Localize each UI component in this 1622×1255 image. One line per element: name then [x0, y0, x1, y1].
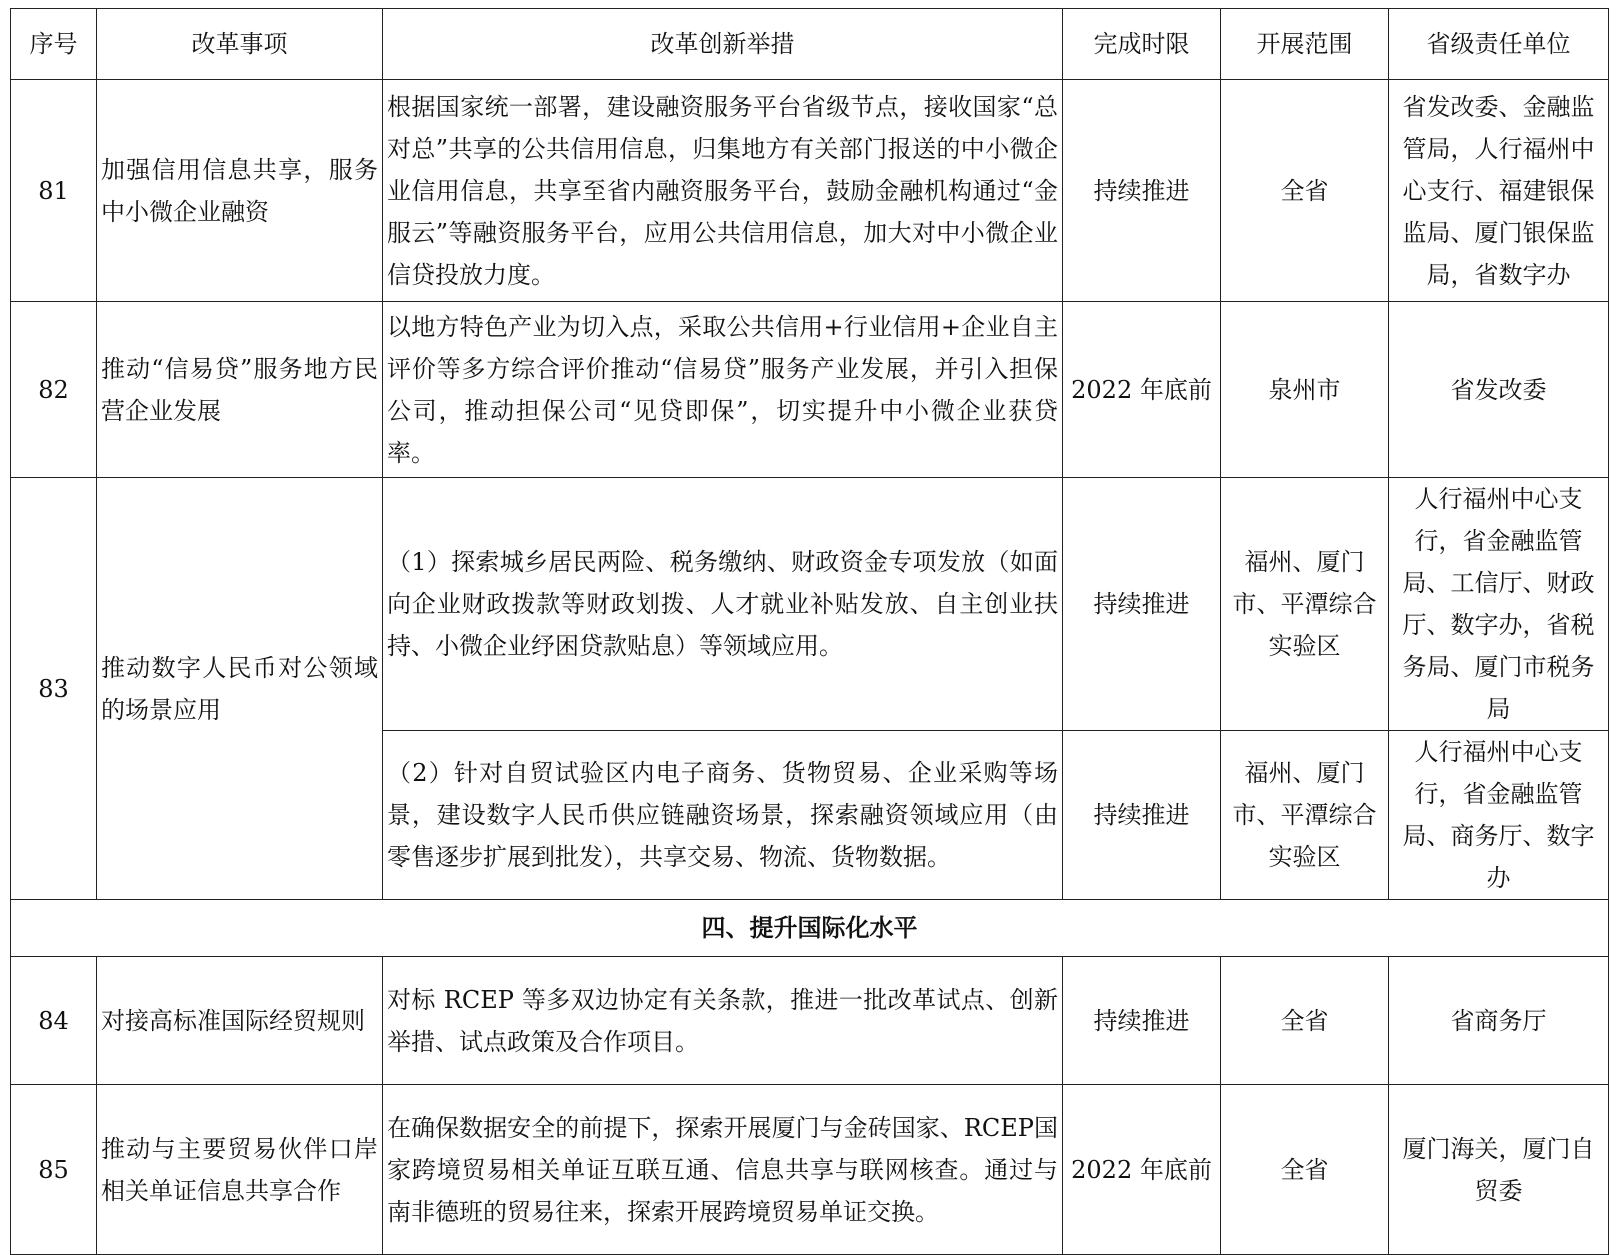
row-no: 84 [11, 957, 97, 1085]
row-unit: 省商务厅 [1389, 957, 1609, 1085]
row-scope: 全省 [1221, 957, 1389, 1085]
header-item: 改革事项 [97, 9, 383, 80]
header-no: 序号 [11, 9, 97, 80]
row-measure: 对标 RCEP 等多双边协定有关条款，推进一批改革试点、创新举措、试点政策及合作项目。 [383, 957, 1063, 1085]
row-no: 81 [11, 80, 97, 302]
row-item: 加强信用信息共享，服务中小微企业融资 [97, 80, 383, 302]
header-row [11, 9, 1609, 80]
row-scope: 福州、厦门市、平潭综合实验区 [1221, 731, 1389, 900]
row-deadline: 持续推进 [1063, 731, 1221, 900]
row-measure: （2）针对自贸试验区内电子商务、货物贸易、企业采购等场景，建设数字人民币供应链融资场景，探索融资领域应用（由零售逐步扩展到批发），共享交易、物流、货物数据。 [383, 731, 1063, 900]
row-deadline: 持续推进 [1063, 478, 1221, 731]
row-deadline: 持续推进 [1063, 957, 1221, 1085]
row-unit: 省发改委 [1389, 302, 1609, 478]
row-unit: 省发改委、金融监管局，人行福州中心支行、福建银保监局、厦门银保监局，省数字办 [1389, 80, 1609, 302]
row-scope: 全省 [1221, 80, 1389, 302]
row-deadline: 2022 年底前 [1063, 1085, 1221, 1255]
row-measure: 以地方特色产业为切入点，采取公共信用+行业信用+企业自主评价等多方综合评价推动“信易贷”服务产业发展，并引入担保公司，推动担保公司“见贷即保”，切实提升中小微企业获贷率。 [383, 302, 1063, 478]
row-measure: 根据国家统一部署，建设融资服务平台省级节点，接收国家“总对总”共享的公共信用信息，归集地方有关部门报送的中小微企业信用信息，共享至省内融资服务平台，鼓励金融机构通过“金服云”等融资服务平台，应用公共信用信息，加大对中小微企业信贷投放力度。 [383, 80, 1063, 302]
row-no: 83 [11, 478, 97, 900]
row-no: 85 [11, 1085, 97, 1255]
table-row [11, 80, 1609, 302]
row-deadline: 持续推进 [1063, 80, 1221, 302]
row-item: 对接高标准国际经贸规则 [97, 957, 383, 1085]
row-item: 推动数字人民币对公领域的场景应用 [97, 478, 383, 900]
row-no: 82 [11, 302, 97, 478]
header-scope: 开展范围 [1221, 9, 1389, 80]
section-row [11, 900, 1609, 957]
row-deadline: 2022 年底前 [1063, 302, 1221, 478]
row-item: 推动“信易贷”服务地方民营企业发展 [97, 302, 383, 478]
row-unit: 人行福州中心支行，省金融监管局、商务厅、数字办 [1389, 731, 1609, 900]
row-scope: 泉州市 [1221, 302, 1389, 478]
row-scope: 福州、厦门市、平潭综合实验区 [1221, 478, 1389, 731]
reform-table [10, 8, 1609, 1255]
table-row [11, 478, 1609, 731]
header-measure: 改革创新举措 [383, 9, 1063, 80]
table-row [11, 1085, 1609, 1255]
row-measure: （1）探索城乡居民两险、税务缴纳、财政资金专项发放（如面向企业财政拨款等财政划拨、人才就业补贴发放、自主创业扶持、小微企业纾困贷款贴息）等领域应用。 [383, 478, 1063, 731]
row-unit: 人行福州中心支行，省金融监管局、工信厅、财政厅、数字办，省税务局、厦门市税务局 [1389, 478, 1609, 731]
row-scope: 全省 [1221, 1085, 1389, 1255]
row-unit: 厦门海关，厦门自贸委 [1389, 1085, 1609, 1255]
section-title: 四、提升国际化水平 [11, 900, 1609, 957]
table-row [11, 957, 1609, 1085]
document-page [10, 8, 1609, 1255]
row-item: 推动与主要贸易伙伴口岸相关单证信息共享合作 [97, 1085, 383, 1255]
header-deadline: 完成时限 [1063, 9, 1221, 80]
header-unit: 省级责任单位 [1389, 9, 1609, 80]
table-row [11, 302, 1609, 478]
row-measure: 在确保数据安全的前提下，探索开展厦门与金砖国家、RCEP国家跨境贸易相关单证互联互通、信息共享与联网核查。通过与南非德班的贸易往来，探索开展跨境贸易单证交换。 [383, 1085, 1063, 1255]
